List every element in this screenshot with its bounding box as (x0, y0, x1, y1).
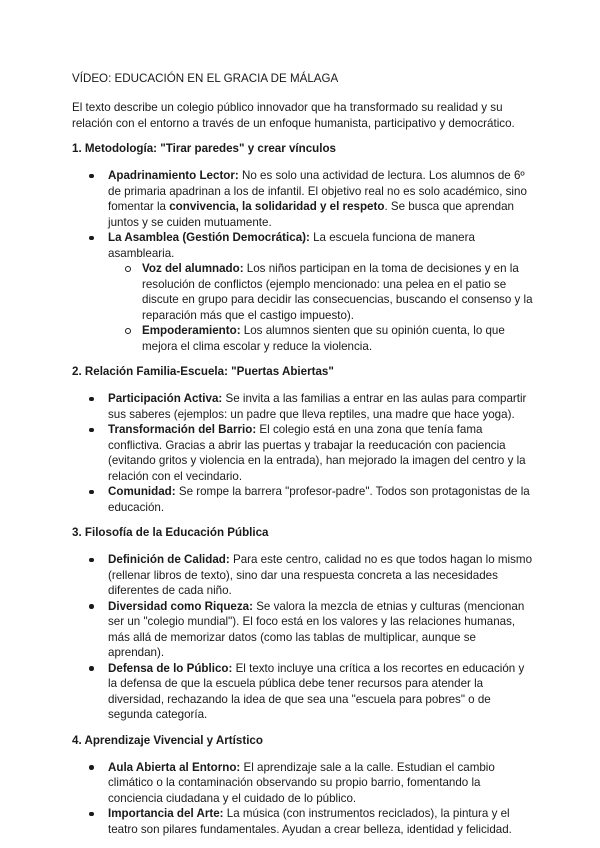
item-term: Comunidad: (108, 485, 176, 498)
list-item (108, 552, 534, 599)
item-text: Se valora la mezcla de etnias y culturas (mencionan ser un "colegio mundial"). El foco está en los valores y las relaciones humanas, más allá de memorizar datos (como las tablas de multiplicar, aunque se aprendan). (108, 599, 525, 659)
item-text: La música (con instrumentos reciclados), la pintura y el teatro son pilares fundamentales. Ayudan a crear belleza, identidad y felicidad. (108, 807, 512, 836)
item-term: Voz del alumnado: (142, 262, 244, 275)
list-item (108, 661, 534, 723)
item-text: Para este centro, calidad no es que todos hagan lo mismo (rellenar libros de texto), sino dar una respuesta concreta a las necesidades diferentes de cada niño. (108, 553, 533, 597)
item-term: Defensa de lo Público: (108, 661, 233, 675)
list-item (108, 168, 534, 230)
list-item (108, 422, 534, 484)
item-text: Los niños participan en la toma de decisiones y en la resolución de conflictos (ejemplo mencionado: una pelea en el patio se discute en grupo para decidir las consecuencias, buscando el consenso y la reparación más que el castigo impuesto). (142, 262, 533, 322)
list-item (108, 391, 534, 422)
sub-list-item (142, 323, 534, 354)
list-item (108, 599, 534, 661)
document-title: VÍDEO: EDUCACIÓN EN EL GRACIA DE MÁLAGA (72, 72, 339, 85)
list-item (108, 230, 534, 354)
list-item (108, 806, 534, 837)
item-text: El aprendizaje sale a la calle. Estudian el cambio climático o la contaminación observando su propio barrio, fomentando la conciencia ciudadana y el cuidado de lo público. (108, 760, 495, 805)
section-heading-aprendizaje: 4. Aprendizaje Vivencial y Artístico (72, 733, 263, 747)
section-list-metodologia (72, 168, 534, 354)
item-term: Importancia del Arte: (108, 807, 224, 820)
document-intro: El texto describe un colegio público innovador que ha transformado su realidad y su relación con el entorno a través de un enfoque humanista, participativo y democrático. (72, 101, 515, 130)
item-emphasis: convivencia, la solidaridad y el respeto (169, 200, 385, 213)
section-heading-educacion-publica: 3. Filosofía de la Educación Pública (72, 526, 269, 539)
item-text: Se invita a las familias a entrar en las aulas para compartir sus saberes (ejemplos: un padre que lleva reptiles, una madre que hace yoga). (108, 392, 527, 421)
item-term: Aula Abierta al Entorno: (108, 760, 241, 774)
sub-list-item (142, 261, 534, 323)
item-text: El colegio está en una zona que tenía fama conflictiva. Gracias a abrir las puertas y trabajar la reeducación con paciencia (evitando gritos y violencia en la entrada), han mejorado la imagen del centro y la relación con el vecindario. (108, 423, 526, 483)
item-term: Participación Activa: (108, 392, 223, 405)
section-list-familia-escuela (72, 391, 534, 515)
item-text: El texto incluye una crítica a los recortes en educación y la defensa de que la escuela pública debe tener recursos para atender la diversidad, rechazando la idea de que sea una "escuela para pobres" o de segunda categoría. (108, 661, 525, 721)
section-list-aprendizaje (72, 760, 534, 838)
item-text: No es solo una actividad de lectura. Los alumnos de 6º de primaria apadrinan a los de infantil. El objetivo real no es solo académico, sino fomentar la (108, 169, 527, 213)
section-heading-familia-escuela: 2. Relación Familia-Escuela: "Puertas Abiertas" (72, 365, 334, 378)
list-item (108, 484, 534, 515)
item-term: Apadrinamiento Lector: (108, 169, 239, 182)
item-text: . Se busca que aprendan juntos y se cuiden mutuamente. (108, 200, 515, 229)
item-text: La escuela funciona de manera asamblearia. (108, 231, 475, 260)
list-item (108, 760, 534, 807)
item-term: Diversidad como Riqueza: (108, 599, 253, 613)
item-text: Los alumnos sienten que su opinión cuenta, lo que mejora el clima escolar y reduce la violencia. (142, 324, 505, 353)
item-text: Se rompe la barrera "profesor-padre". Todos son protagonistas de la educación. (108, 485, 530, 514)
section-list-educacion-publica (72, 552, 534, 723)
section-heading-metodologia: 1. Metodología: "Tirar paredes" y crear vínculos (72, 142, 336, 155)
item-term: La Asamblea (Gestión Democrática): (108, 231, 310, 244)
item-term: Empoderamiento: (142, 324, 241, 337)
sub-list-asamblea (108, 261, 534, 354)
item-term: Transformación del Barrio: (108, 423, 257, 436)
item-term: Definición de Calidad: (108, 553, 230, 566)
